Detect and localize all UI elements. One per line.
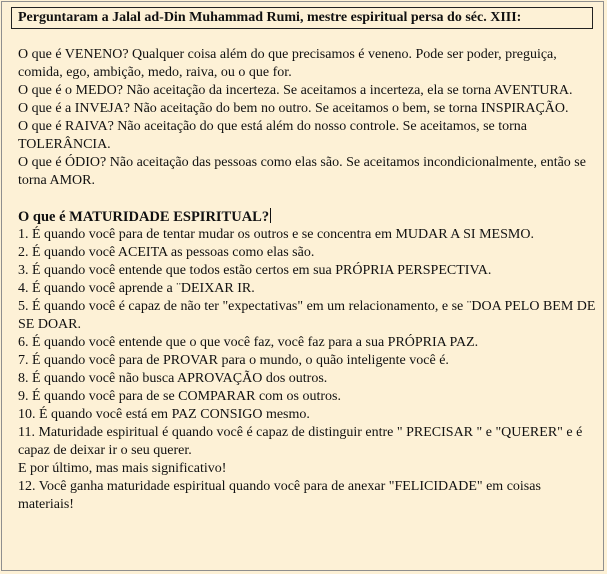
list-item: 8. É quando você não busca APROVAÇÃO dos outros. [18, 371, 328, 386]
text-cursor [270, 208, 271, 223]
list-item: 10. É quando você está em PAZ CONSIGO mesmo. [18, 407, 310, 422]
paragraph-medo: O que é o MEDO? Não aceitação da incerteza. Se aceitamos a incerteza, ela se torna AVENTURA. [18, 83, 573, 98]
list-item: 7. É quando você para de PROVAR para o mundo, o quão inteligente você é. [18, 353, 449, 368]
section-heading[interactable] [18, 208, 596, 226]
list-item: 4. É quando você aprende a ¨DEIXAR IR. [18, 281, 255, 296]
list-item: 11. Maturidade espiritual é quando você é capaz de distinguir entre " PRECISAR " e "QUERER" e é capaz de deixar ir o seu querer. [18, 425, 583, 458]
list-item: 9. É quando você para de se COMPARAR com os outros. [18, 389, 342, 404]
blank-line [18, 190, 596, 208]
page-title: Perguntaram a Jalal ad-Din Muhammad Rumi, mestre espiritual persa do séc. XIII: [11, 7, 593, 29]
section-heading-text: O que é MATURIDADE ESPIRITUAL? [18, 209, 270, 225]
document-body [18, 46, 596, 514]
list-item: 2. É quando você ACEITA as pessoas como elas são. [18, 245, 315, 260]
paragraph-odio: O que é ÓDIO? Não aceitação das pessoas como elas são. Se aceitamos incondicionalmente, então se torna AMOR. [18, 155, 586, 188]
list-item: 3. É quando você entende que todos estão certos em sua PRÓPRIA PERSPECTIVA. [18, 263, 492, 278]
list-item: E por último, mas mais significativo! [18, 461, 227, 476]
list-item: 1. É quando você para de tentar mudar os outros e se concentra em MUDAR A SI MESMO. [18, 227, 534, 242]
paragraph-veneno: O que é VENENO? Qualquer coisa além do que precisamos é veneno. Pode ser poder, preguiça, comida, ego, ambição, medo, raiva, ou o que for. [18, 47, 557, 80]
paragraph-inveja: O que é a INVEJA? Não aceitação do bem no outro. Se aceitamos o bem, se torna INSPIRAÇÃO. [18, 101, 569, 116]
list-item: 12. Você ganha maturidade espiritual quando você para de anexar "FELICIDADE" em coisas materiais! [18, 479, 541, 512]
list-item: 5. É quando você é capaz de não ter "expectativas" em um relacionamento, e se ¨DOA PELO BEM DE SE DOAR. [18, 299, 596, 332]
list-item: 6. É quando você entende que o que você faz, você faz para a sua PRÓPRIA PAZ. [18, 335, 479, 350]
paragraph-raiva: O que é RAIVA? Não aceitação do que está além do nosso controle. Se aceitamos, se torna TOLERÂNCIA. [18, 119, 528, 152]
